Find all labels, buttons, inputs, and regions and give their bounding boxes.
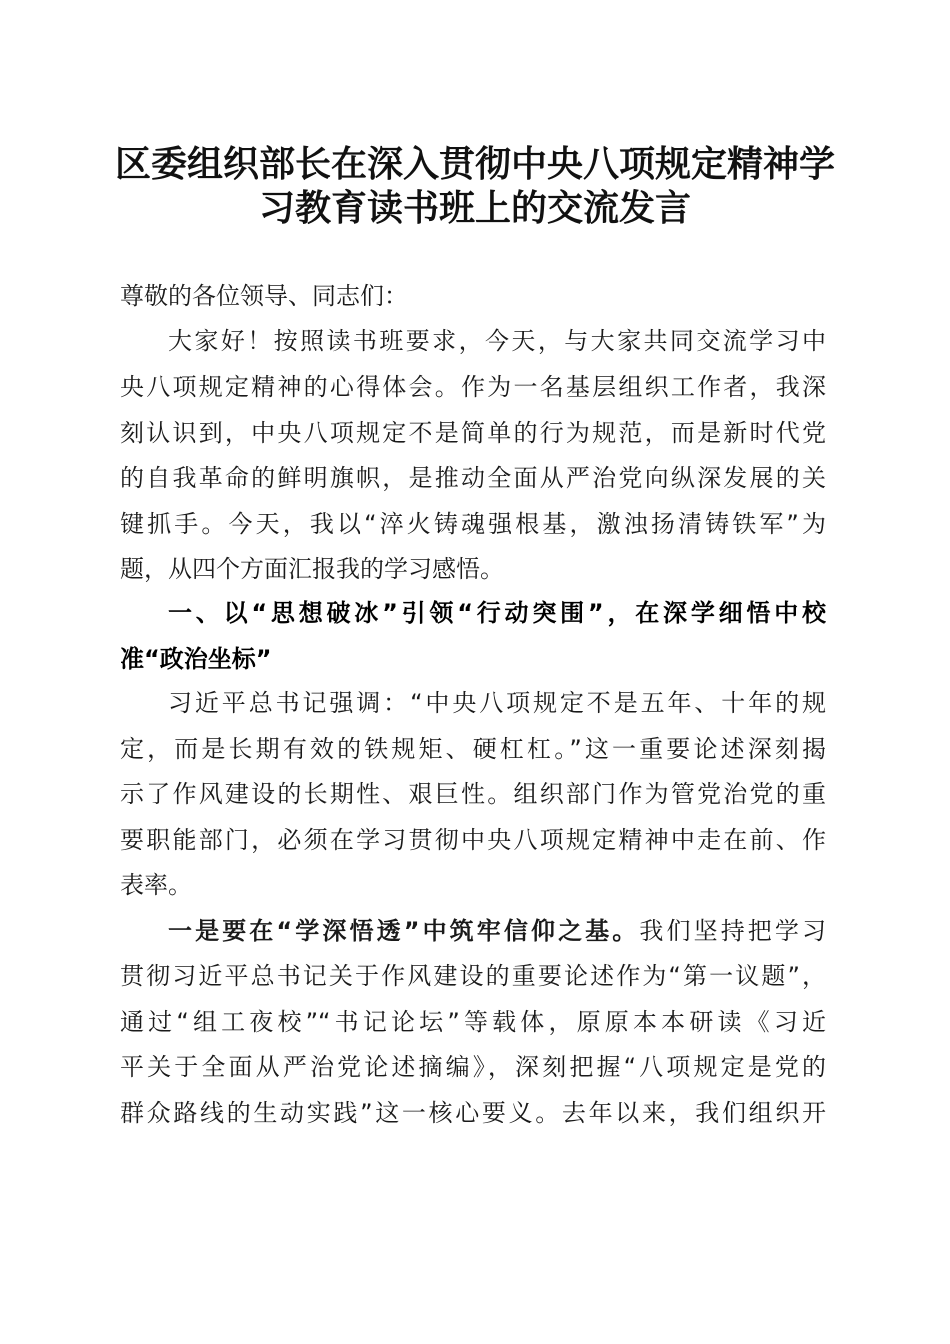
paragraph-1-line-4: 的自我革命的鲜明旗帜，是推动全面从严治党向纵深发展的关: [120, 464, 826, 492]
paragraph-2-line-5: 表率。: [120, 871, 192, 899]
salutation: 尊敬的各位领导、同志们：: [120, 282, 408, 310]
paragraph-1-line-2: 央八项规定精神的心得体会。作为一名基层组织工作者，我深: [120, 373, 826, 401]
paragraph-3-line-1-rest: 我们坚持把学习: [639, 917, 827, 945]
document-title-line-2: 习教育读书班上的交流发言: [258, 187, 691, 229]
paragraph-1-line-1: 大家好！按照读书班要求，今天，与大家共同交流学习中: [168, 327, 826, 355]
paragraph-3-line-3: 通过“组工夜校”“书记论坛”等载体，原原本本研读《习近: [120, 1008, 826, 1036]
paragraph-3-line-1: [168, 908, 826, 954]
paragraph-1-line-6: 题，从四个方面汇报我的学习感悟。: [120, 555, 504, 583]
paragraph-2-line-1: 习近平总书记强调：“中央八项规定不是五年、十年的规: [168, 689, 826, 717]
paragraph-3-line-2: 贯彻习近平总书记关于作风建设的重要论述作为“第一议题”，: [120, 962, 826, 990]
paragraph-2-line-3: 示了作风建设的长期性、艰巨性。组织部门作为管党治党的重: [120, 780, 826, 808]
paragraph-3-lead: 一是要在“学深悟透”中筑牢信仰之基。: [168, 917, 640, 945]
section-heading-line-2: 准“政治坐标”: [120, 645, 272, 673]
paragraph-3-line-5: 群众路线的生动实践”这一核心要义。去年以来，我们组织开: [120, 1099, 826, 1127]
paragraph-1-line-3: 刻认识到，中央八项规定不是简单的行为规范，而是新时代党: [120, 419, 826, 447]
document-title-line-1: 区委组织部长在深入贯彻中央八项规定精神学: [114, 143, 835, 185]
paragraph-2-line-2: 定，而是长期有效的铁规矩、硬杠杠。”这一重要论述深刻揭: [120, 735, 826, 763]
section-heading-line-1: 一、以“思想破冰”引领“行动突围”，在深学细悟中校: [168, 599, 826, 627]
paragraph-2-line-4: 要职能部门，必须在学习贯彻中央八项规定精神中走在前、作: [120, 826, 826, 854]
paragraph-3-line-4: 平关于全面从严治党论述摘编》，深刻把握“八项规定是党的: [120, 1053, 826, 1081]
paragraph-1-line-5: 键抓手。今天，我以“淬火铸魂强根基，激浊扬清铸铁军”为: [120, 510, 826, 538]
